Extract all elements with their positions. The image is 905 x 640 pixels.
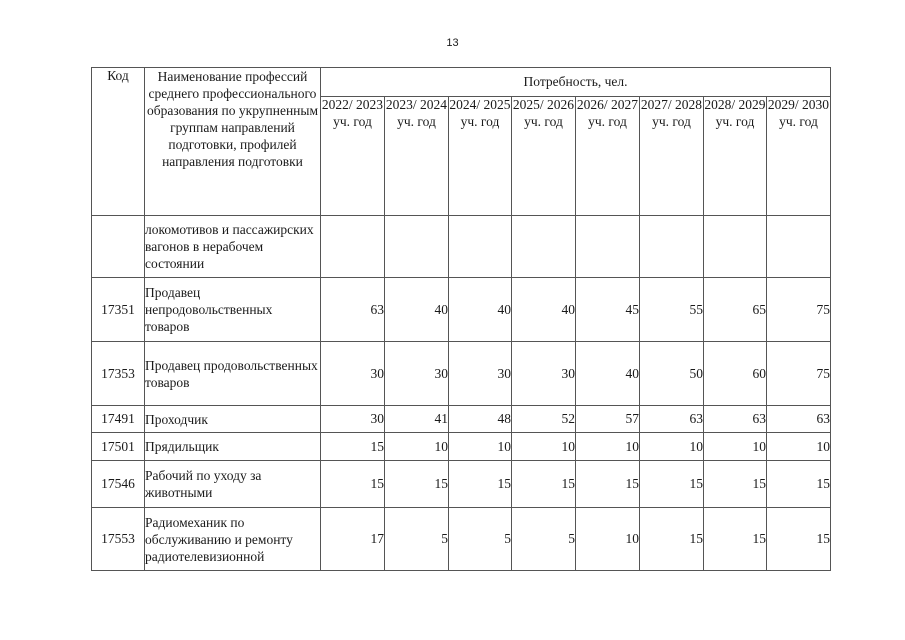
header-year: 2024/ 2025 уч. год bbox=[449, 97, 512, 216]
row-value: 15 bbox=[321, 433, 385, 461]
row-value: 40 bbox=[385, 278, 449, 342]
header-demand: Потребность, чел. bbox=[321, 68, 831, 97]
row-value bbox=[385, 216, 449, 278]
row-value bbox=[321, 216, 385, 278]
row-value bbox=[767, 216, 831, 278]
row-code: 17351 bbox=[92, 278, 145, 342]
row-value: 30 bbox=[321, 342, 385, 406]
row-value: 75 bbox=[767, 342, 831, 406]
row-value: 5 bbox=[449, 508, 512, 571]
row-value bbox=[640, 216, 704, 278]
row-name: Радиомеханик по обслуживанию и ремонту радиотелевизионной bbox=[145, 508, 321, 571]
row-name: Рабочий по уходу за животными bbox=[145, 461, 321, 508]
header-year: 2026/ 2027 уч. год bbox=[576, 97, 640, 216]
row-value: 15 bbox=[512, 461, 576, 508]
row-value: 15 bbox=[321, 461, 385, 508]
row-value: 30 bbox=[512, 342, 576, 406]
row-value: 63 bbox=[321, 278, 385, 342]
row-code: 17501 bbox=[92, 433, 145, 461]
page-number: 13 bbox=[446, 37, 459, 49]
row-value: 15 bbox=[576, 461, 640, 508]
row-value: 10 bbox=[385, 433, 449, 461]
row-value: 10 bbox=[576, 508, 640, 571]
row-value: 55 bbox=[640, 278, 704, 342]
row-value: 48 bbox=[449, 406, 512, 433]
row-value: 45 bbox=[576, 278, 640, 342]
row-value: 30 bbox=[385, 342, 449, 406]
row-value: 10 bbox=[704, 433, 767, 461]
table-row bbox=[92, 433, 831, 461]
row-value: 10 bbox=[512, 433, 576, 461]
row-value: 63 bbox=[704, 406, 767, 433]
header-year: 2028/ 2029 уч. год bbox=[704, 97, 767, 216]
header-year: 2025/ 2026 уч. год bbox=[512, 97, 576, 216]
row-value: 41 bbox=[385, 406, 449, 433]
header-year: 2023/ 2024 уч. год bbox=[385, 97, 449, 216]
row-value: 15 bbox=[640, 461, 704, 508]
header-name: Наименование профессий среднего профессионального образования по укрупненным группам направлений подготовки, профилей направления подготовки bbox=[145, 68, 321, 216]
row-code: 17546 bbox=[92, 461, 145, 508]
row-value: 10 bbox=[640, 433, 704, 461]
row-value: 15 bbox=[449, 461, 512, 508]
header-year: 2022/ 2023 уч. год bbox=[321, 97, 385, 216]
row-value: 10 bbox=[449, 433, 512, 461]
row-value: 15 bbox=[767, 461, 831, 508]
row-value: 15 bbox=[704, 461, 767, 508]
header-year: 2027/ 2028 уч. год bbox=[640, 97, 704, 216]
row-value: 50 bbox=[640, 342, 704, 406]
row-value: 63 bbox=[767, 406, 831, 433]
row-name: локомотивов и пассажирских вагонов в нерабочем состоянии bbox=[145, 216, 321, 278]
row-value bbox=[576, 216, 640, 278]
table-row bbox=[92, 406, 831, 433]
row-value: 57 bbox=[576, 406, 640, 433]
row-value: 10 bbox=[767, 433, 831, 461]
row-value: 40 bbox=[576, 342, 640, 406]
row-value: 10 bbox=[576, 433, 640, 461]
row-value: 5 bbox=[512, 508, 576, 571]
table-row bbox=[92, 278, 831, 342]
demand-table bbox=[91, 67, 831, 571]
row-code: 17553 bbox=[92, 508, 145, 571]
table-row bbox=[92, 508, 831, 571]
row-name: Продавец непродовольственных товаров bbox=[145, 278, 321, 342]
row-code: 17491 bbox=[92, 406, 145, 433]
row-value bbox=[449, 216, 512, 278]
row-value bbox=[512, 216, 576, 278]
row-value bbox=[704, 216, 767, 278]
row-value: 15 bbox=[704, 508, 767, 571]
row-value: 30 bbox=[321, 406, 385, 433]
row-value: 60 bbox=[704, 342, 767, 406]
row-name: Продавец продовольственных товаров bbox=[145, 342, 321, 406]
header-year: 2029/ 2030 уч. год bbox=[767, 97, 831, 216]
row-value: 52 bbox=[512, 406, 576, 433]
row-code: 17353 bbox=[92, 342, 145, 406]
row-value: 40 bbox=[512, 278, 576, 342]
row-value: 75 bbox=[767, 278, 831, 342]
row-value: 17 bbox=[321, 508, 385, 571]
table-row bbox=[92, 216, 831, 278]
row-value: 40 bbox=[449, 278, 512, 342]
row-name: Проходчик bbox=[145, 406, 321, 433]
row-value: 65 bbox=[704, 278, 767, 342]
header-code: Код bbox=[92, 68, 145, 216]
table-row bbox=[92, 342, 831, 406]
row-value: 30 bbox=[449, 342, 512, 406]
row-code bbox=[92, 216, 145, 278]
row-value: 63 bbox=[640, 406, 704, 433]
row-value: 15 bbox=[385, 461, 449, 508]
row-value: 5 bbox=[385, 508, 449, 571]
row-value: 15 bbox=[640, 508, 704, 571]
row-name: Прядильщик bbox=[145, 433, 321, 461]
table-row bbox=[92, 461, 831, 508]
row-value: 15 bbox=[767, 508, 831, 571]
